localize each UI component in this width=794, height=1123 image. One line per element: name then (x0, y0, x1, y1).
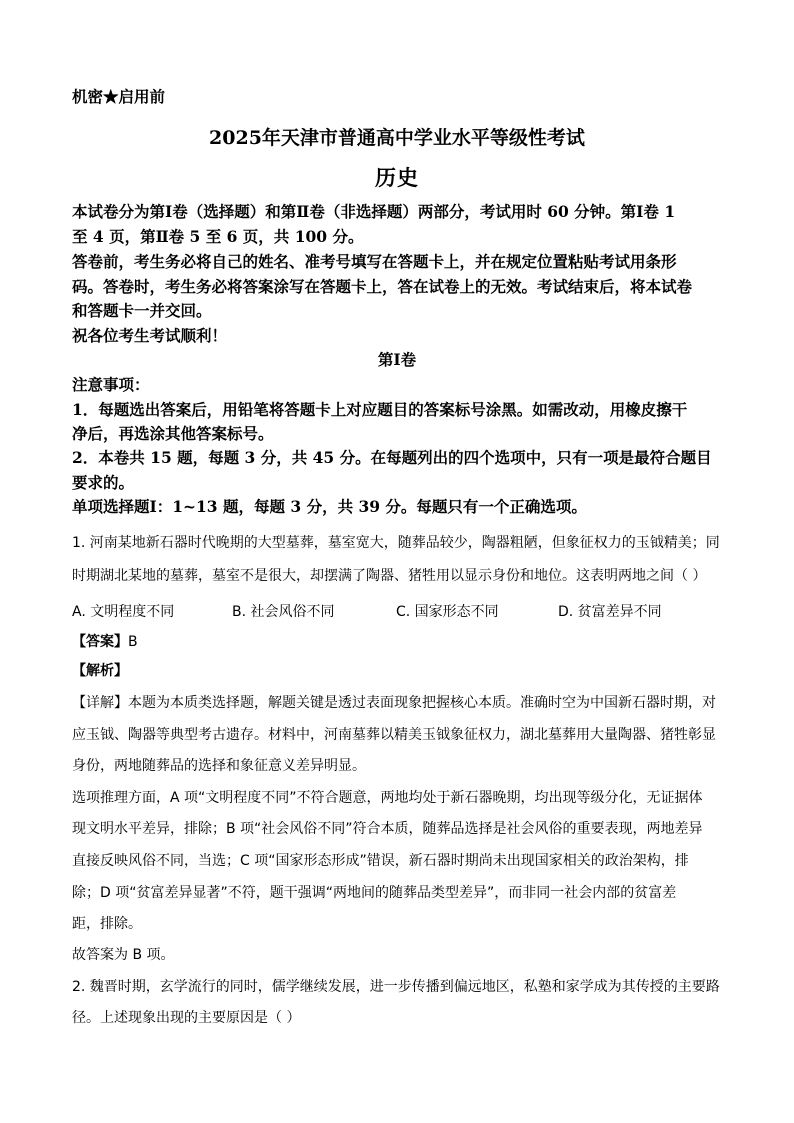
intro-line: 和答题卡一并交回。 (72, 301, 212, 320)
answer-value: B (128, 634, 138, 650)
detail-line: 除；D 项“贫富差异显著”不符，题干强调“两地间的随葬品类型差异”，而非同一社会内部的贫富差 (72, 885, 677, 901)
notice-line: 要求的。 (72, 473, 135, 492)
detail-line: 应玉钺、陶器等典型考古遗存。材料中，河南墓葬以精美玉钺象征权力，湖北墓葬用大量陶器、猪牲彰显 (72, 727, 716, 743)
question-2-stem: 2. 魏晋时期，玄学流行的同时，儒学继续发展，进一步传播到偏远地区，私塾和家学成为其传授的主要路 (72, 979, 720, 995)
question-1-stem: 时期湖北某地的墓葬，墓室不是很大，却摆满了陶器、猪牲用以显示身份和地位。这表明两地之间（ ） (72, 568, 707, 584)
detail-line: 故答案为 B 项。 (72, 947, 175, 963)
notice-title: 注意事项： (72, 375, 150, 394)
intro-line: 码。答卷时，考生务必将答案涂写在答题卡上，答在试卷上的无效。考试结束后，将本试卷 (72, 277, 693, 296)
question-1-options (72, 601, 722, 620)
answer-row (72, 633, 722, 649)
subject-title: 历史 (375, 165, 419, 190)
section-heading: 第Ⅰ卷 (377, 350, 417, 369)
option-d: D. 贫富差异不同 (558, 604, 662, 620)
answer-label: 【答案】 (72, 634, 128, 650)
option-c: C. 国家形态不同 (396, 604, 499, 620)
notice-line: 1．每题选出答案后，用铅笔将答题卡上对应题目的答案标号涂黑。如需改动，用橡皮擦干 (72, 400, 688, 419)
confidential-label: 机密★启用前 (72, 87, 166, 106)
option-a: A. 文明程度不同 (72, 604, 175, 620)
intro-line: 祝各位考生考试顺利！ (72, 326, 228, 345)
single-choice-instruction: 单项选择题Ⅰ：1~13 题，每题 3 分，共 39 分。每题只有一个正确选项。 (72, 497, 587, 516)
notice-line: 净后，再选涂其他答案标号。 (72, 424, 274, 443)
detail-line: 选项推理方面，A 项“文明程度不同”不符合题意，两地均处于新石器晚期，均出现等级分化，无证据体 (72, 790, 703, 806)
question-2-stem: 径。上述现象出现的主要原因是（ ） (72, 1010, 301, 1026)
detail-line: 距，排除。 (72, 916, 142, 932)
intro-line: 本试卷分为第Ⅰ卷（选择题）和第Ⅱ卷（非选择题）两部分，考试用时 60 分钟。第Ⅰ卷 1 (72, 202, 676, 221)
notice-line: 2．本卷共 15 题，每题 3 分，共 45 分。在每题列出的四个选项中，只有一项是最符合题目 (72, 448, 712, 467)
intro-line: 至 4 页，第Ⅱ卷 5 至 6 页，共 100 分。 (72, 227, 364, 246)
detail-line: 现文明水平差异，排除；B 项“社会风俗不同”符合本质，随葬品选择是社会风俗的重要表现，两地差异 (72, 821, 703, 837)
exam-title: 2025年天津市普通高中学业水平等级性考试 (209, 127, 585, 149)
intro-line: 答卷前，考生务必将自己的姓名、准考号填写在答题卡上，并在规定位置粘贴考试用条形 (72, 252, 677, 271)
detail-line: 身份，两地随葬品的选择和象征意义差异明显。 (72, 758, 366, 774)
question-1-stem: 1. 河南某地新石器时代晚期的大型墓葬，墓室宽大，随葬品较少，陶器粗陋，但象征权力的玉钺精美；同 (72, 535, 720, 551)
option-b: B. 社会风俗不同 (232, 604, 335, 620)
detail-line: 【详解】本题为本质类选择题，解题关键是透过表面现象把握核心本质。准确时空为中国新石器时期，对 (72, 695, 716, 711)
analysis-label: 【解析】 (72, 663, 128, 679)
detail-line: 直接反映风俗不同，当选；C 项“国家形态形成”错误，新石器时期尚未出现国家相关的政治架构，排 (72, 853, 689, 869)
